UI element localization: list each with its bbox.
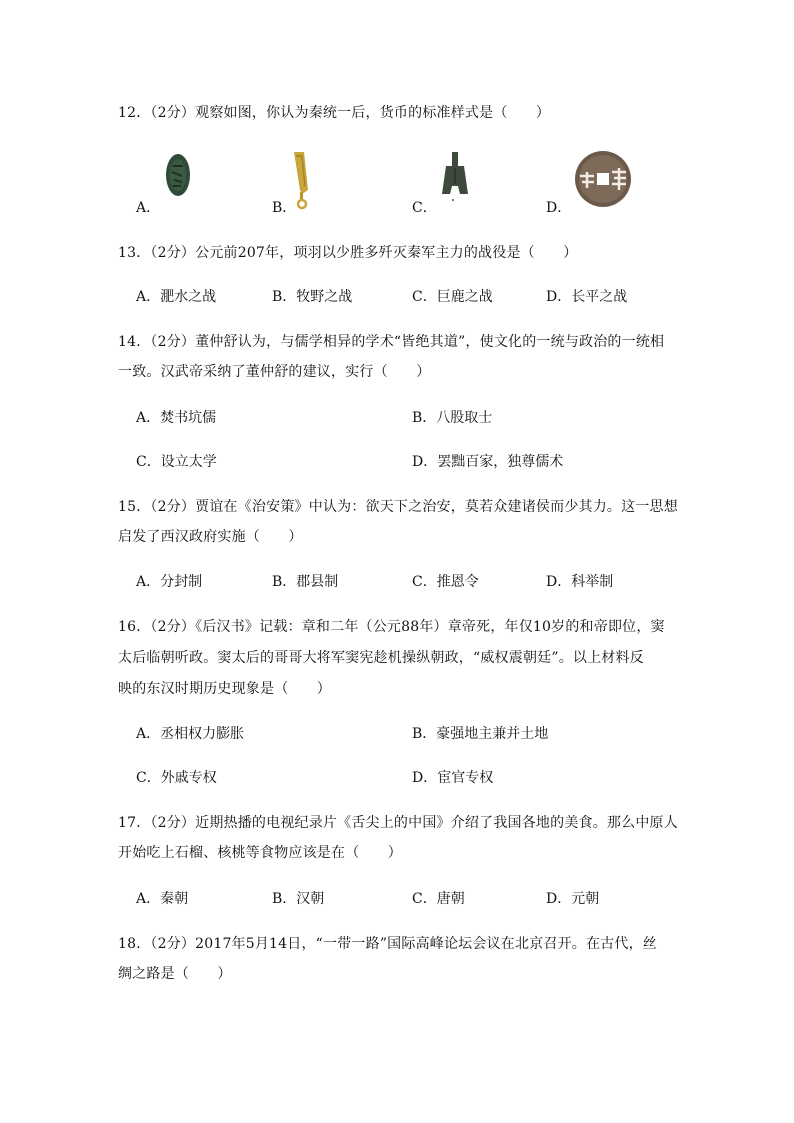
question-13-option-b: B．牧野之战 [272, 289, 353, 305]
question-16-line-1: 16．（2分）《后汉书》记载：章和二年（公元88年）章帝死，年仅10岁的和帝即位，窦 [118, 619, 665, 635]
bronze-shell-coin-icon [164, 152, 192, 198]
question-16-option-b: B．豪强地主兼并土地 [412, 726, 549, 742]
question-16-option-d: D．宦官专权 [412, 770, 494, 786]
question-13-text: 13．（2分）公元前207年，项羽以少胜多歼灭秦军主力的战役是（ ） [118, 245, 578, 261]
question-15-option-c: C．推恩令 [412, 574, 479, 590]
question-12-text: 12．（2分）观察如图，你认为秦统一后，货币的标准样式是（ ） [118, 105, 551, 121]
question-15-option-b: B．郡县制 [272, 574, 339, 590]
question-15-option-a: A．分封制 [136, 574, 203, 590]
question-12-option-d: D． [546, 200, 572, 216]
question-17-option-c: C．唐朝 [412, 891, 465, 907]
question-16-option-a: A．丞相权力膨胀 [136, 726, 245, 742]
question-17-option-d: D．元朝 [546, 891, 600, 907]
question-17-option-a: A．秦朝 [136, 891, 189, 907]
question-16-option-c: C．外戚专权 [136, 770, 217, 786]
question-16-line-3: 映的东汉时期历史现象是（ ） [118, 681, 331, 697]
question-16-line-2: 太后临朝听政。窦太后的哥哥大将军窦宪趁机操纵朝政，“威权震朝廷”。以上材料反 [118, 650, 644, 666]
question-14-option-c: C．设立太学 [136, 454, 217, 470]
question-17-line-2: 开始吃上石榴、核桃等食物应该是在（ ） [118, 845, 402, 861]
question-15-line-2: 启发了西汉政府实施（ ） [118, 529, 303, 545]
question-13-option-d: D．长平之战 [546, 289, 628, 305]
question-18-line-1: 18．（2分）2017年5月14日，“一带一路”国际高峰论坛会议在北京召开。在古代，丝 [118, 936, 657, 952]
question-18-line-2: 绸之路是（ ） [118, 966, 232, 982]
question-12-option-c: C． [412, 200, 437, 216]
question-17-line-1: 17．（2分）近期热播的电视纪录片《舌尖上的中国》介绍了我国各地的美食。那么中原人 [118, 815, 678, 831]
question-14-line-2: 一致。汉武帝采纳了董仲舒的建议，实行（ ） [118, 364, 431, 380]
question-17-option-b: B．汉朝 [272, 891, 325, 907]
question-14-line-1: 14．（2分）董仲舒认为，与儒学相异的学术“皆绝其道”，使文化的一统与政治的一统相 [118, 334, 665, 350]
question-12-option-b: B． [272, 200, 297, 216]
round-square-hole-coin-icon [574, 150, 632, 208]
question-12-option-a: A． [136, 200, 161, 216]
question-14-option-b: B．八股取士 [412, 410, 493, 426]
spade-coin-icon [438, 150, 472, 202]
question-14-option-a: A．焚书坑儒 [136, 410, 217, 426]
question-13-option-a: A．淝水之战 [136, 289, 217, 305]
question-14-option-d: D．罢黜百家，独尊儒术 [412, 454, 564, 470]
question-13-option-c: C．巨鹿之战 [412, 289, 493, 305]
question-15-line-1: 15．（2分）贾谊在《治安策》中认为：欲天下之治安，莫若众建诸侯而少其力。这一思想 [118, 499, 678, 515]
question-15-option-d: D．科举制 [546, 574, 614, 590]
